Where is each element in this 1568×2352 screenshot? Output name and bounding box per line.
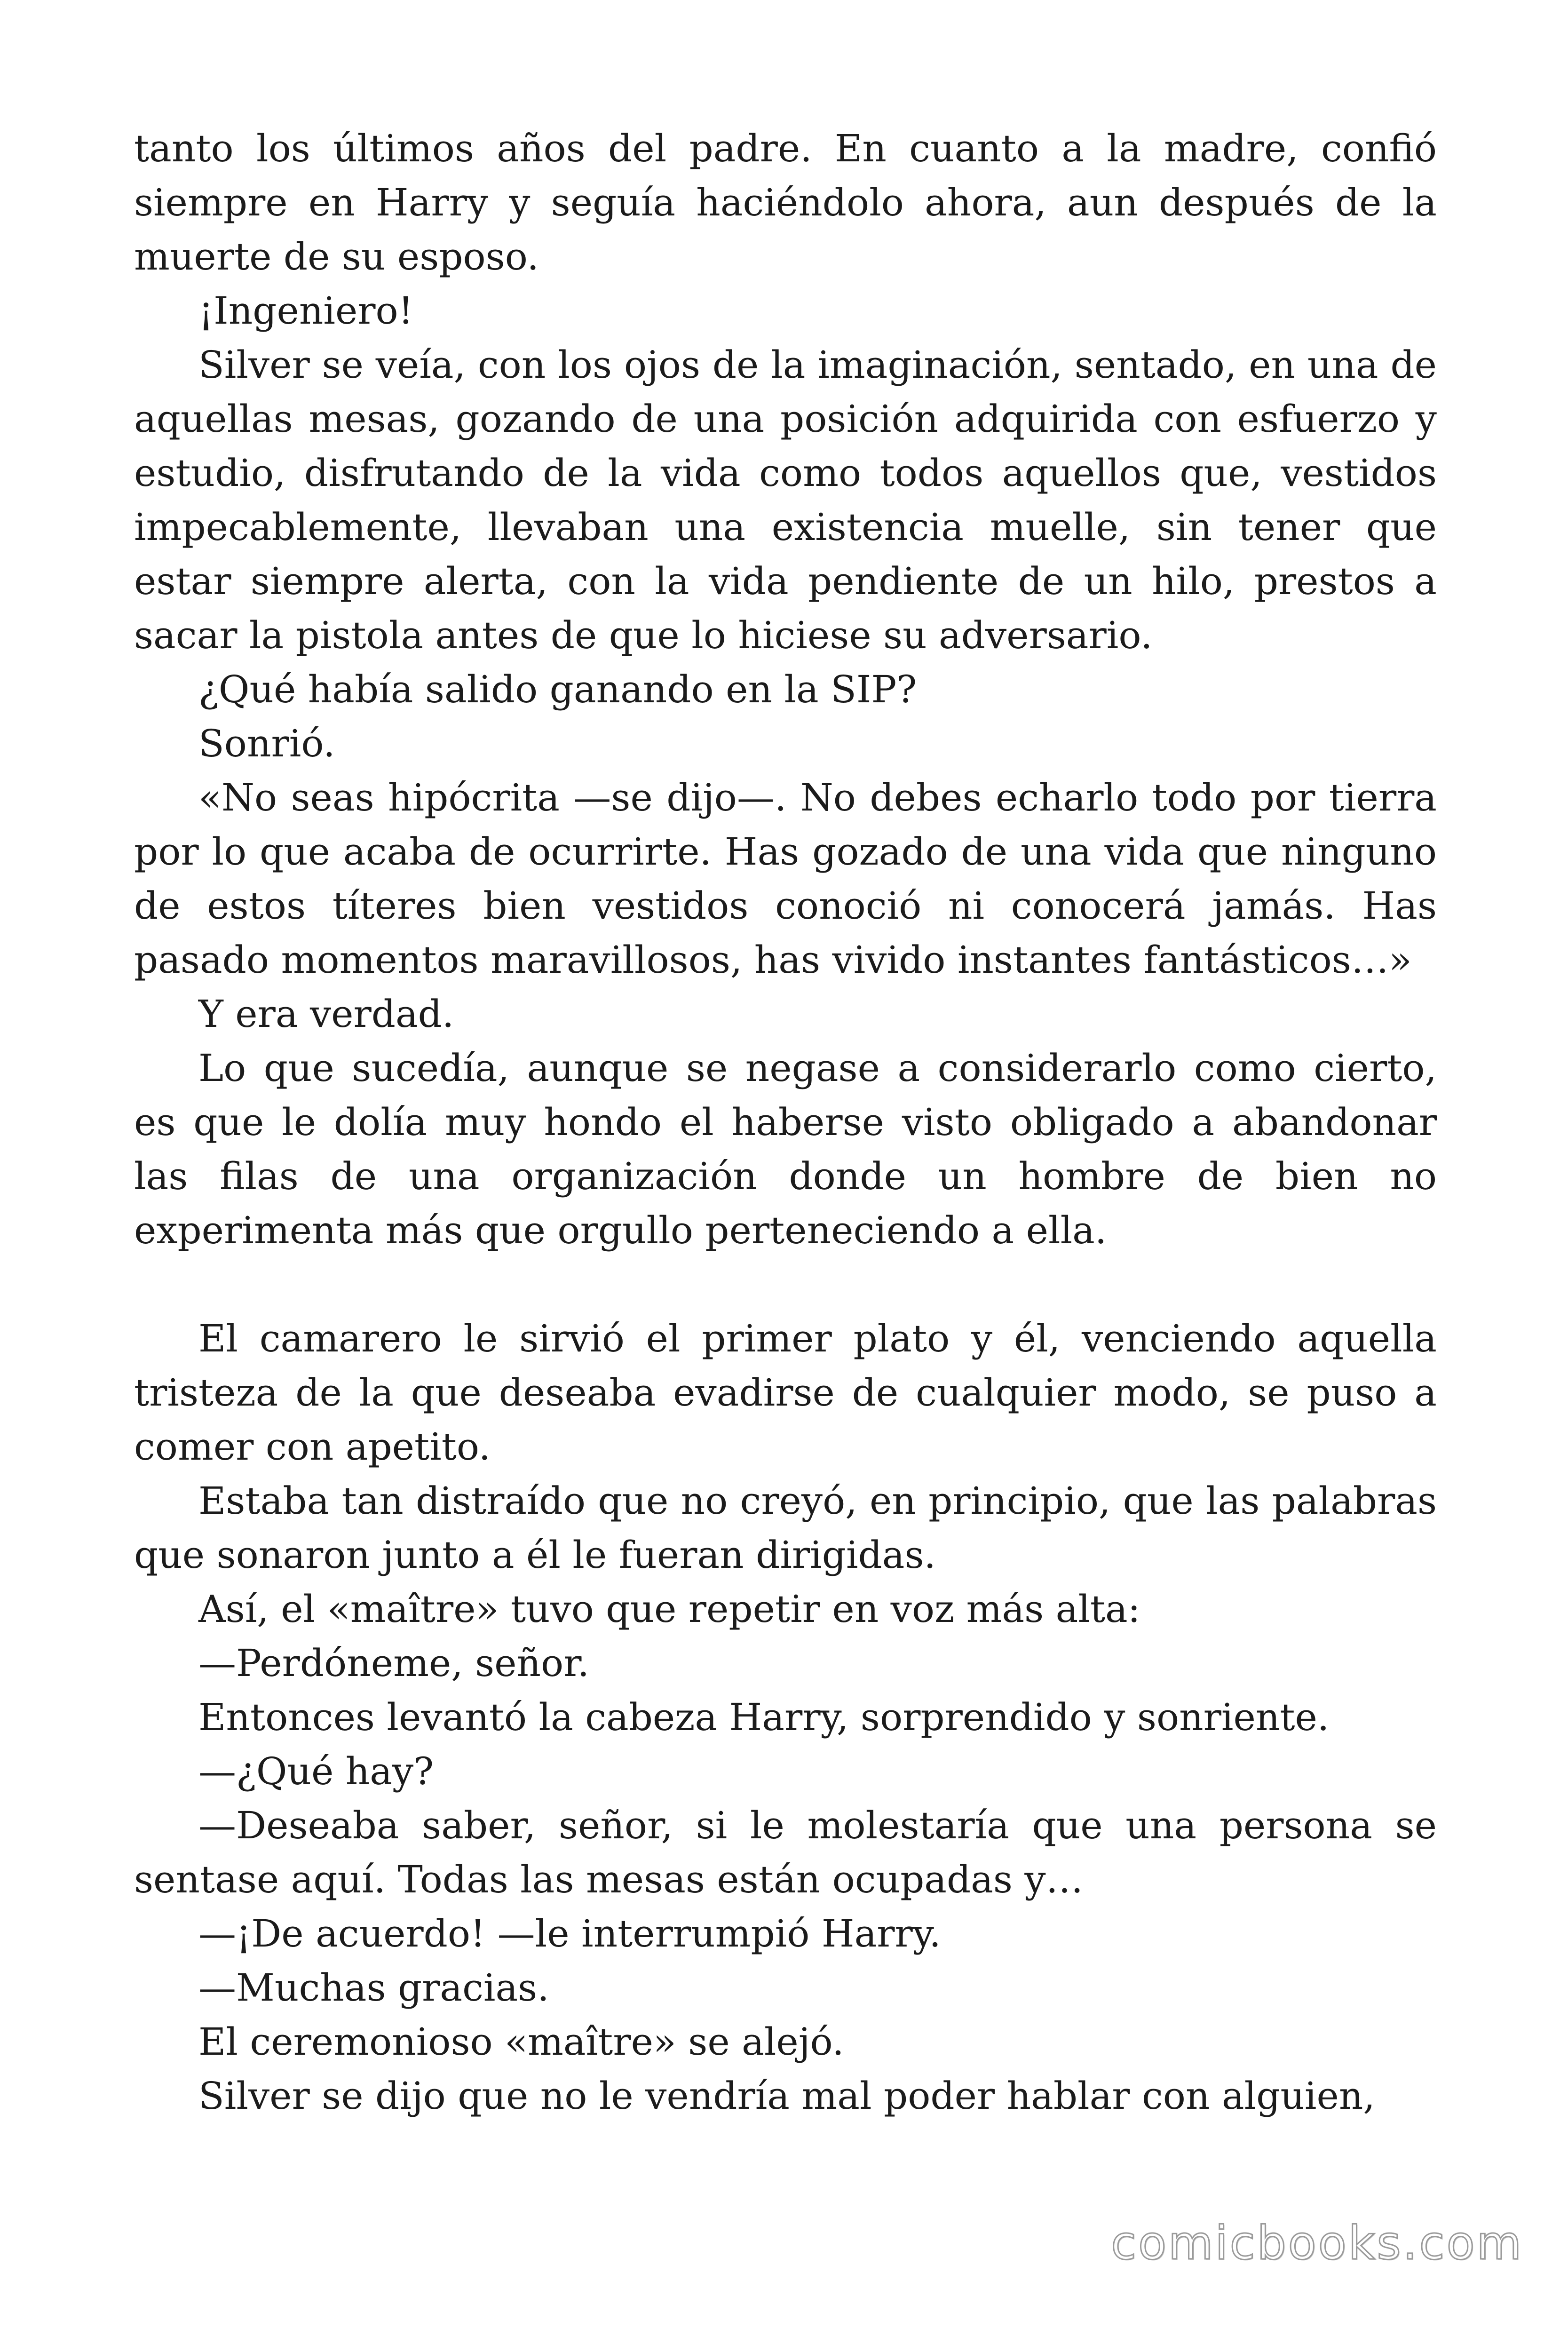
- paragraph: «No seas hipócrita —se dijo—. No debes echarlo todo por tierra por lo que acaba de ocurrirte. Has gozado de una vida que ninguno de estos títeres bien vestidos conoció ni conocerá jamás. Has pasado momentos maravillosos, has vivido instantes fantásticos…»: [134, 776, 1437, 982]
- paragraph: Entonces levantó la cabeza Harry, sorprendido y sonriente.: [198, 1695, 1330, 1739]
- paragraph: tanto los últimos años del padre. En cuanto a la madre, confió siempre en Harry y seguía haciéndolo ahora, aun después de la muerte de su esposo.: [134, 127, 1437, 278]
- dialogue-line: —Deseaba saber, señor, si le molestaría que una persona se sentase aquí. Todas las mesas están ocupadas y…: [134, 1804, 1437, 1901]
- paragraph: Estaba tan distraído que no creyó, en principio, que las palabras que sonaron junto a él le fueran dirigidas.: [134, 1479, 1437, 1577]
- paragraph: Silver se dijo que no le vendría mal poder hablar con alguien,: [198, 2074, 1375, 2118]
- paragraph: Y era verdad.: [198, 992, 454, 1036]
- paragraph: Así, el «maître» tuvo que repetir en voz más alta:: [198, 1587, 1140, 1631]
- paragraph: El ceremonioso «maître» se alejó.: [198, 2020, 844, 2064]
- dialogue-line: —¿Qué hay?: [198, 1749, 434, 1793]
- dialogue-line: —¡De acuerdo! —le interrumpió Harry.: [198, 1912, 941, 1955]
- paragraph: ¡Ingeniero!: [198, 289, 413, 333]
- paragraph: Lo que sucedía, aunque se negase a considerarlo como cierto, es que le dolía muy hondo el haberse visto obligado a abandonar las filas de una organización donde un hombre de bien no experimenta más que orgullo perteneciendo a ella.: [134, 1046, 1437, 1252]
- paragraph: ¿Qué había salido ganando en la SIP?: [198, 667, 917, 711]
- watermark: comicbooks.com: [1111, 2217, 1523, 2270]
- dialogue-line: —Muchas gracias.: [198, 1966, 549, 2010]
- paragraph: Sonrió.: [198, 722, 335, 765]
- body-text: [134, 121, 1437, 2123]
- dialogue-line: —Perdóneme, señor.: [198, 1641, 590, 1685]
- paragraph: Silver se veía, con los ojos de la imaginación, sentado, en una de aquellas mesas, gozando de una posición adquirida con esfuerzo y estudio, disfrutando de la vida como todos aquellos que, vestidos impecablemente, llevaban una existencia muelle, sin tener que estar siempre alerta, con la vida pendiente de un hilo, prestos a sacar la pistola antes de que lo hiciese su adversario.: [134, 343, 1437, 657]
- paragraph: El camarero le sirvió el primer plato y él, venciendo aquella tristeza de la que deseaba evadirse de cualquier modo, se puso a comer con apetito.: [134, 1317, 1437, 1469]
